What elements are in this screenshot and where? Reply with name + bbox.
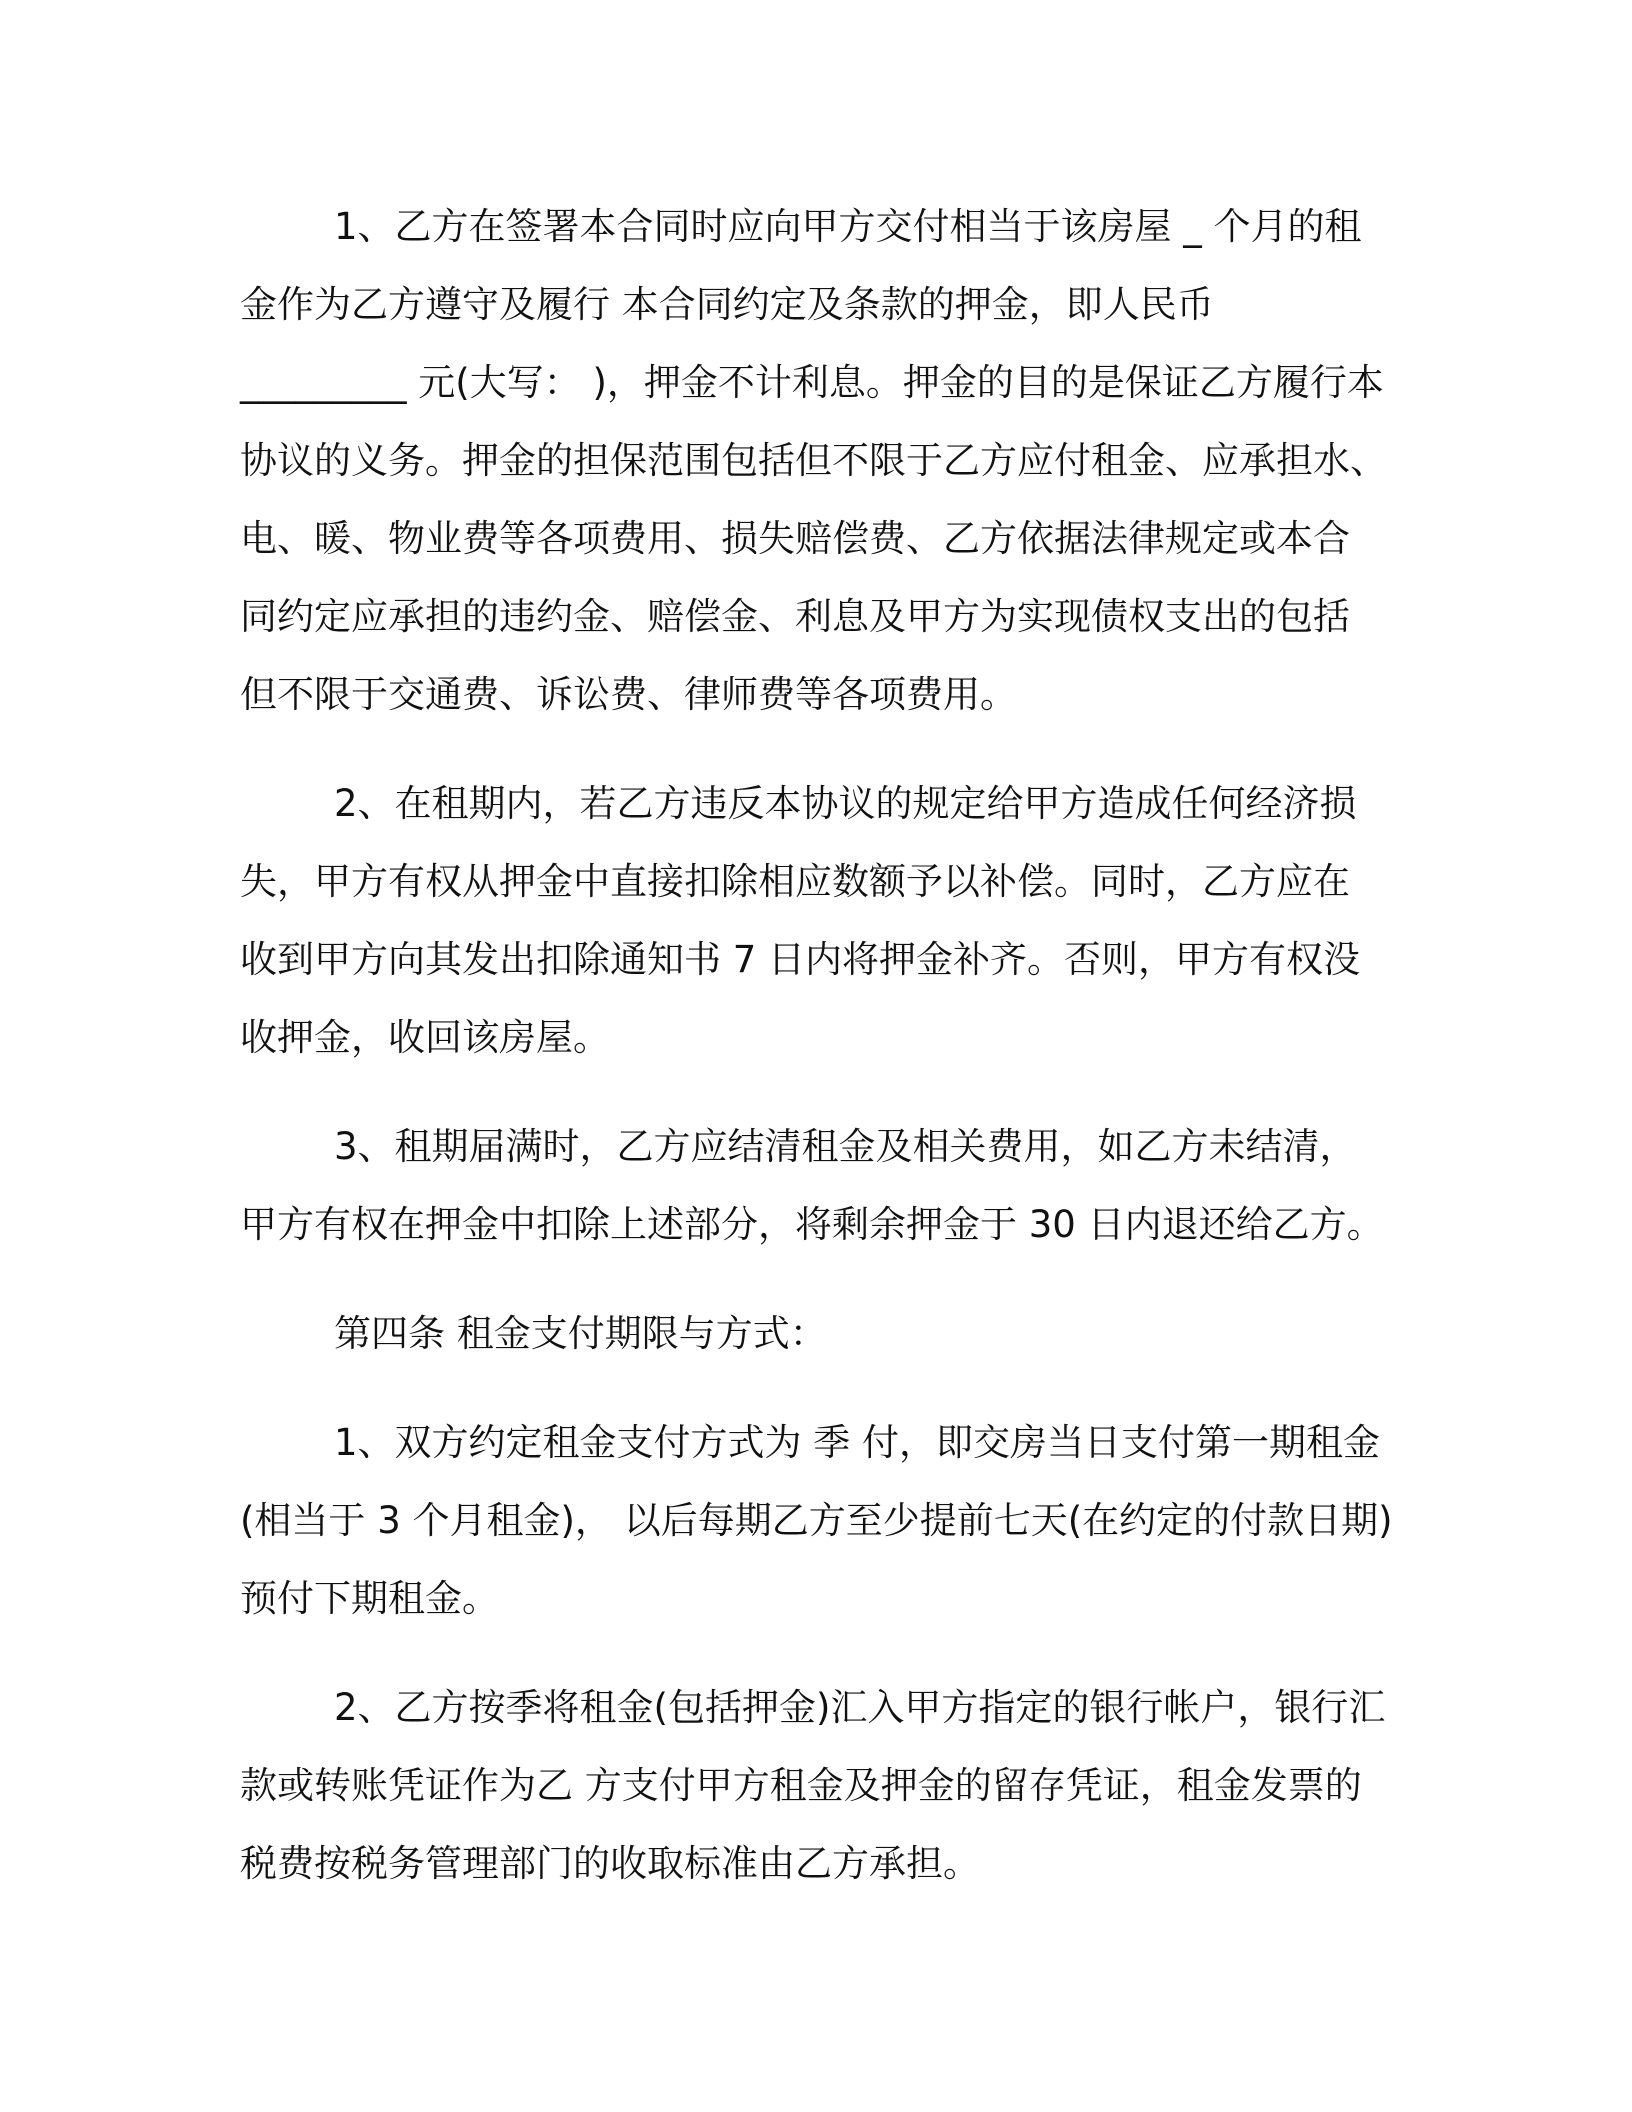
text-line: 3、租期届满时，乙方应结清租金及相关费用，如乙方未结清，: [334, 1125, 1357, 1168]
paragraph-deposit-clause-2: [240, 765, 1390, 1077]
text-line: 金作为乙方遵守及履行 本合同约定及条款的押金，即人民币: [240, 283, 1214, 326]
text-line: 款或转账凭证作为乙 方支付甲方租金及押金的留存凭证，租金发票的: [240, 1764, 1362, 1807]
text-line: 但不限于交通费、诉讼费、律师费等各项费用。: [240, 673, 1017, 716]
paragraph-deposit-clause-3: [240, 1108, 1390, 1264]
document-body: [240, 188, 1393, 1903]
text-line: 协议的义务。押金的担保范围包括但不限于乙方应付租金、应承担水、: [240, 439, 1387, 482]
section-heading-text: 第四条 租金支付期限与方式：: [334, 1312, 827, 1355]
text-line: 1、乙方在签署本合同时应向甲方交付相当于该房屋 _ 个月的租: [334, 205, 1362, 248]
section-heading-article-4: [240, 1295, 1390, 1373]
text-line: 1、双方约定租金支付方式为 季 付，即交房当日支付第一期租金: [334, 1421, 1381, 1464]
text-line: 同约定应承担的违约金、赔偿金、利息及甲方为实现债权支出的包括: [240, 595, 1350, 638]
text-line: 收押金，收回该房屋。: [240, 1016, 610, 1059]
paragraph-payment-clause-2: [240, 1669, 1390, 1903]
text-line: 失，甲方有权从押金中直接扣除相应数额予以补偿。同时，乙方应在: [240, 860, 1350, 903]
text-line: 2、乙方按季将租金(包括押金)汇入甲方指定的银行帐户，银行汇: [334, 1686, 1386, 1729]
text-line: 税费按税务管理部门的收取标准由乙方承担。: [240, 1842, 980, 1885]
text-line: (相当于 3 个月租金)， 以后每期乙方至少提前七天(在约定的付款日期): [240, 1499, 1393, 1542]
text-line: 2、在租期内，若乙方违反本协议的规定给甲方造成任何经济损: [334, 782, 1357, 825]
text-line: 电、暖、物业费等各项费用、损失赔偿费、乙方依据法律规定或本合: [240, 517, 1350, 560]
text-line: _________ 元(大写： )，押金不计利息。押金的目的是保证乙方履行本: [240, 361, 1384, 404]
text-line: 甲方有权在押金中扣除上述部分，将剩余押金于 30 日内退还给乙方。: [240, 1203, 1384, 1246]
paragraph-payment-clause-1: [240, 1404, 1393, 1638]
text-line: 预付下期租金。: [240, 1577, 499, 1620]
text-line: 收到甲方向其发出扣除通知书 7 日内将押金补齐。否则，甲方有权没: [240, 938, 1361, 981]
paragraph-deposit-clause-1: [240, 188, 1390, 734]
